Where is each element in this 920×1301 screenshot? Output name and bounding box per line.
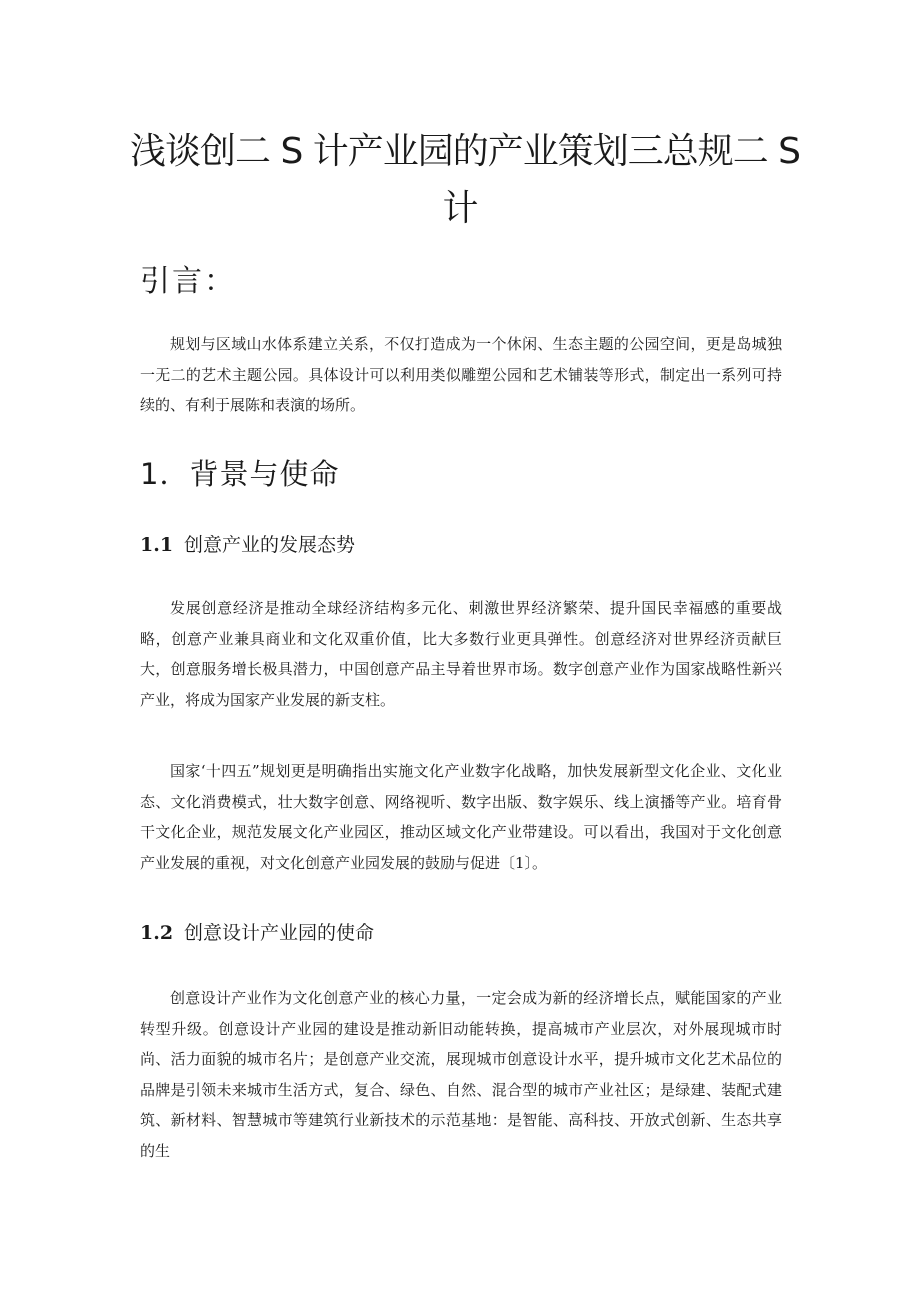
section-1-2-title: 创意设计产业园的使命 bbox=[184, 922, 375, 944]
intro-heading: 引言： bbox=[140, 264, 236, 299]
section-1-2-number: 1.2 bbox=[140, 922, 174, 944]
section-1-2-paragraph-1: 创意设计产业作为文化创意产业的核心力量，一定会成为新的经济增长点，赋能国家的产业转型升级。创意设计产业园的建设是推动新旧动能转换，提高城市产业层次，对外展现城市时尚、活力面貌的城市名片；是创意产业交流，展现城市创意设计水平，提升城市文化艺术品位的品牌是引领未来城市生活方式，复合、绿色、自然、混合型的城市产业社区；是绿建、装配式建筑、新材料、智慧城市等建筑行业新技术的示范基地：是智能、高科技、开放式创新、生态共享的生 bbox=[140, 989, 782, 1160]
section-1-1-title: 创意产业的发展态势 bbox=[184, 534, 356, 556]
section-1-1-heading bbox=[140, 530, 355, 560]
document-title-line-1: 浅谈创二 S 计产业园的产业策划三总规二 S bbox=[130, 131, 801, 172]
intro-paragraph: 规划与区域山水体系建立关系，不仅打造成为一个休闲、生态主题的公园空间，更是岛城独一无二的艺术主题公园。具体设计可以利用类似雕塑公园和艺术铺装等形式，制定出一系列可持续的、有利于展陈和表演的场所。 bbox=[140, 335, 782, 414]
document-title-line-2: 计 bbox=[442, 188, 478, 229]
section-1-1-paragraph-2: 国家‘十四五”规划更是明确指出实施文化产业数字化战略，加快发展新型文化企业、文化业态、文化消费模式，壮大数字创意、网络视听、数字出版、数字娱乐、线上演播等产业。培育骨干文化企业，规范发展文化产业园区，推动区域文化产业带建设。可以看出，我国对于文化创意产业发展的重视，对文化创意产业园发展的鼓励与促进〔1〕。 bbox=[140, 762, 782, 872]
section-1-2-heading bbox=[140, 918, 374, 948]
section-1-1-number: 1.1 bbox=[140, 534, 174, 556]
section-1-heading: 1．背景与使命 bbox=[140, 457, 340, 491]
section-1-1-paragraph-1: 发展创意经济是推动全球经济结构多元化、刺激世界经济繁荣、提升国民幸福感的重要战略，创意产业兼具商业和文化双重价值，比大多数行业更具弹性。创意经济对世界经济贡献巨大，创意服务增长极具潜力，中国创意产品主导着世界市场。数字创意产业作为国家战略性新兴产业，将成为国家产业发展的新支柱。 bbox=[140, 599, 782, 709]
